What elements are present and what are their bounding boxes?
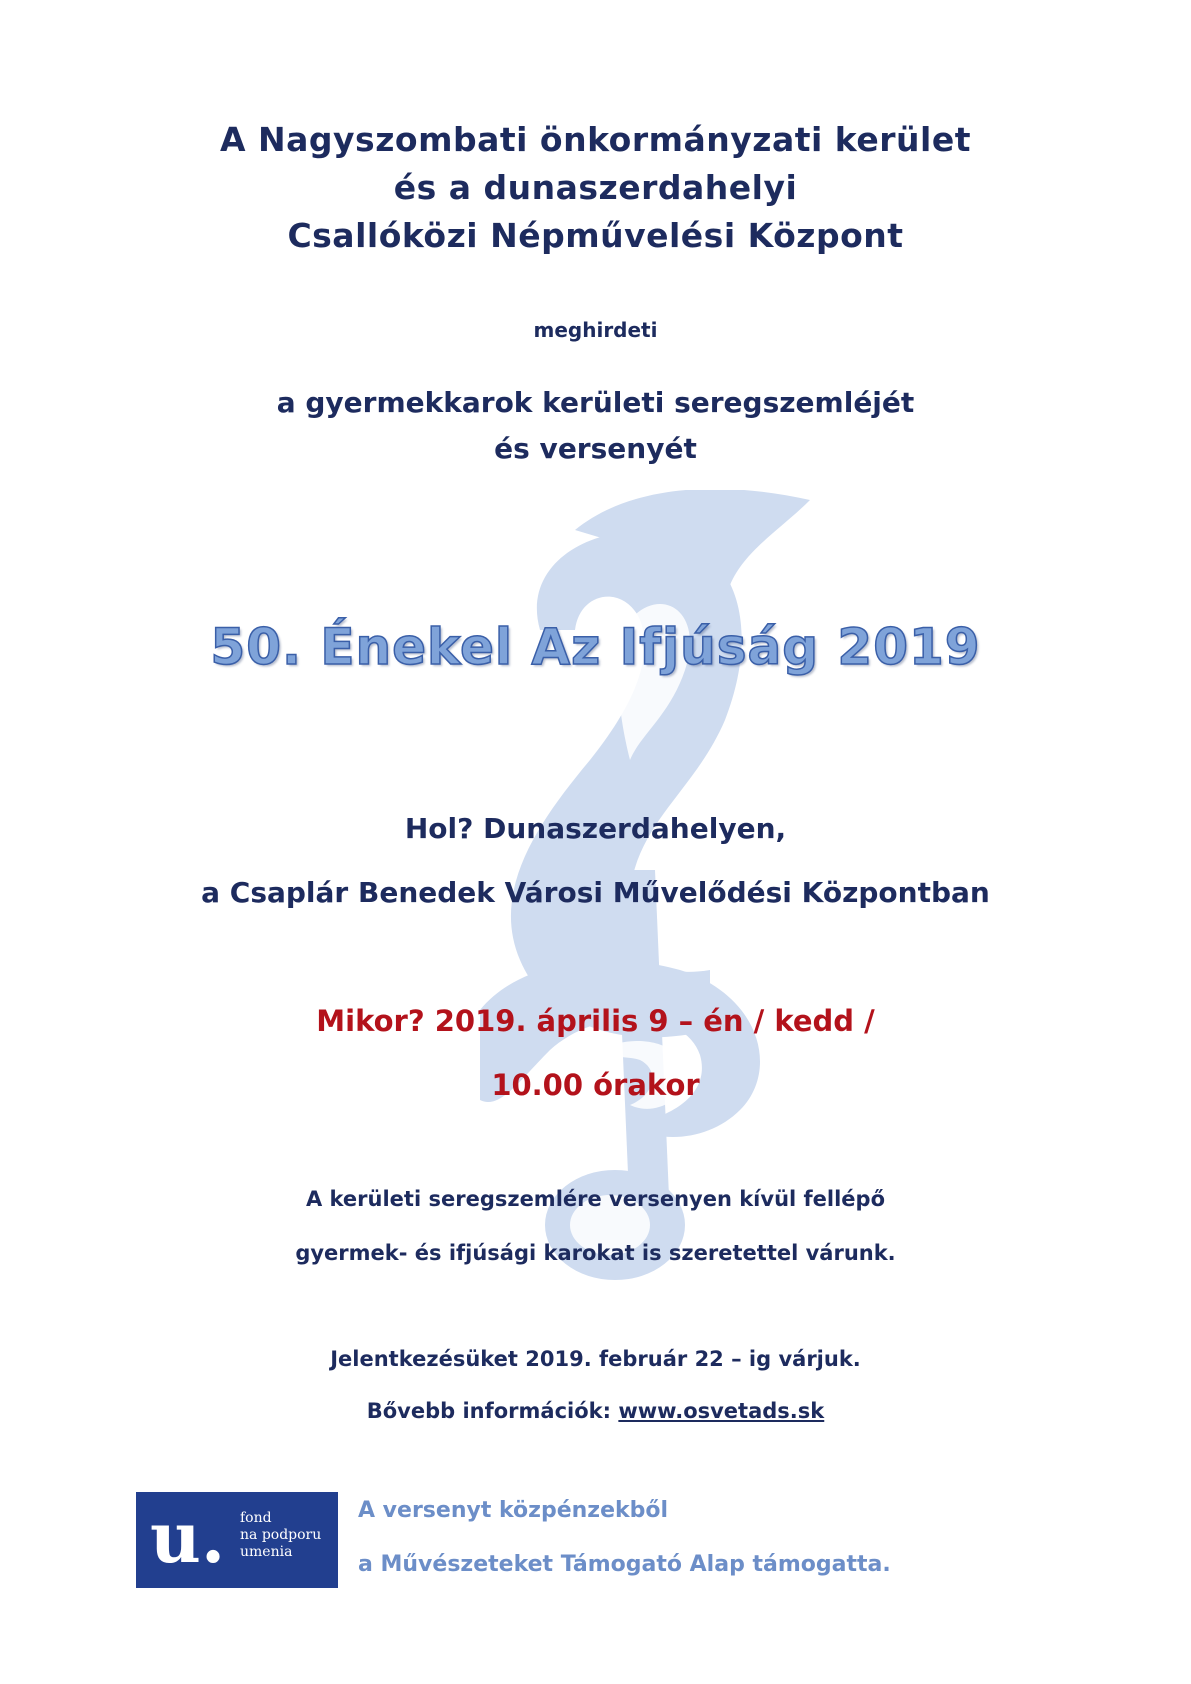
event-title: 50. Énekel Az Ifjúság 2019 [210,618,981,676]
header-line-3: Csallóközi Népművelési Központ [287,216,904,255]
fond-logo [136,1492,338,1588]
logo-line-1: fond [240,1510,272,1526]
logo-mark: u. [150,1496,226,1579]
sponsor-line-1: A versenyt közpénzekből [358,1498,669,1523]
invite-line-2: gyermek- és ifjúsági karokat is szeretettel várunk. [295,1241,896,1265]
more-info [0,1399,1191,1423]
logo-line-3: umenia [240,1544,293,1560]
where-line-2: a Csaplár Benedek Városi Művelődési Központban [201,876,990,909]
logo-text [240,1510,321,1561]
invite-line-1: A kerületi seregszemlére versenyen kívül fellépő [305,1187,886,1211]
where-line-1: Hol? Dunaszerdahelyen, [404,812,787,845]
deadline-text: Jelentkezésüket 2019. február 22 – ig várjuk. [330,1347,861,1371]
subject-line-1: a gyermekkarok kerületi seregszemléjét [276,386,915,419]
subject-line-2: és versenyét [494,432,697,465]
announce-text: meghirdeti [533,318,658,342]
website-link[interactable]: www.osvetads.sk [618,1399,825,1423]
sponsor-line-2: a Művészeteket Támogató Alap támogatta. [358,1552,891,1577]
when-line-2: 10.00 órakor [491,1068,700,1102]
when-line-1: Mikor? 2019. április 9 – én / kedd / [316,1004,875,1038]
logo-line-2: na podporu [240,1527,322,1543]
more-info-label: Bővebb információk: [366,1399,619,1423]
header-line-2: és a dunaszerdahelyi [393,168,798,207]
header-line-1: A Nagyszombati önkormányzati kerület [220,120,971,159]
